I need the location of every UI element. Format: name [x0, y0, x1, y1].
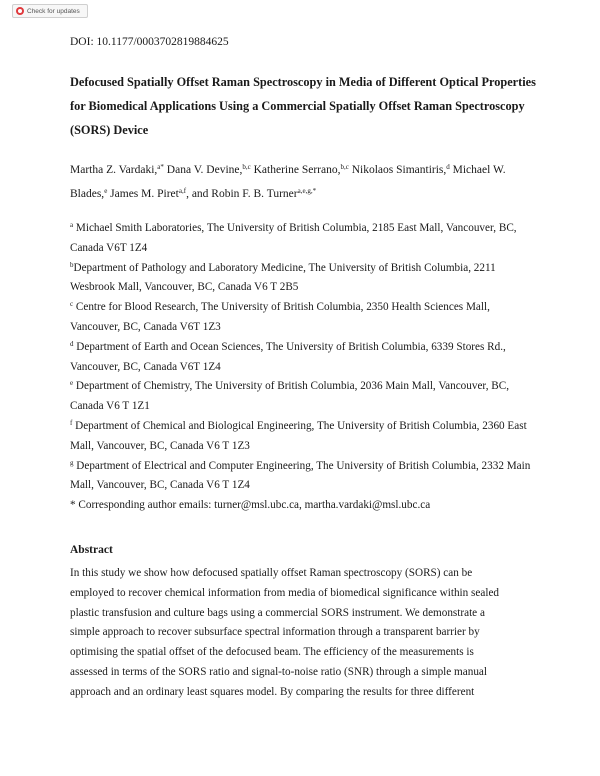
- check-for-updates-icon: [16, 7, 24, 15]
- abstract-line: approach and an ordinary least squares model. By comparing the results for three different: [70, 685, 475, 698]
- abstract-line: In this study we show how defocused spatially offset Raman spectroscopy (SORS) can be: [70, 567, 473, 579]
- abstract-heading: Abstract: [70, 544, 113, 556]
- affiliation: $^a$ Michael Smith Laboratories, The University of British Columbia, 2185 East Mall, Vancouver, BC, Canada V6T 1Z4: [70, 221, 517, 254]
- affiliation: $^e$ Department of Chemistry, The University of British Columbia, 2036 Main Mall, Vancouver, BC, Canada V6 T 1Z1: [70, 379, 510, 413]
- affiliations: [70, 219, 540, 516]
- abstract-line: simple approach to recover subsurface spectral information through a transparent barrier by: [70, 626, 480, 639]
- asterisk-icon: *: [312, 187, 317, 195]
- author-list: [70, 158, 540, 206]
- abstract-line: assessed in terms of the SORS ratio and signal-to-noise ratio (SNR) through a simple manual: [70, 665, 487, 678]
- author: Michael W. Blades,$^e$: [70, 164, 506, 200]
- abstract-line: optimising the spatial offset of the defocused beam. The efficiency of the measurements is: [70, 646, 474, 659]
- author: James M. Piret$^{a,f}$, and: [110, 187, 212, 200]
- author: Katherine Serrano,$^{b,c}$: [253, 163, 349, 176]
- affiliation: $^g$ Department of Electrical and Computer Engineering, The University of British Columbia, 2332 Main Mall, Vancouver, BC, Canada V6 T 1Z4: [70, 458, 531, 492]
- author: Nikolaos Simantiris,$^d$: [351, 163, 450, 176]
- affiliation: $^b$Department of Pathology and Laboratory Medicine, The University of British Columbia, 2211 Wesbrook Mall, Vancouver, BC, Canada V6 T 2B5: [70, 260, 496, 294]
- abstract-body: [70, 564, 540, 703]
- abstract-line: plastic transfusion and culture bags using a commercial SORS instrument. We demonstrate a: [70, 606, 485, 619]
- author: Martha Z. Vardaki,$^{a*}$: [70, 163, 164, 176]
- author: Robin F. B. Turner$^{a,e,g,*}$: [211, 187, 317, 200]
- affiliation: $^f$ Department of Chemical and Biological Engineering, The University of British Columbia, 2360 East Mall, Vancouver, BC, Canada V6 T 1Z3: [70, 418, 527, 452]
- badge-label: Check for updates: [27, 7, 80, 15]
- affiliation: $^c$ Centre for Blood Research, The University of British Columbia, 2350 Health Sciences Mall, Vancouver, BC, Canada V6T 1Z3: [70, 300, 490, 333]
- abstract-line: employed to recover chemical information from media of biomedical significance within sealed: [70, 586, 500, 599]
- check-for-updates-badge[interactable]: [12, 4, 88, 18]
- paper-title: Defocused Spatially Offset Raman Spectroscopy in Media of Different Optical Properties for Biomedical Applications Using a Commercial Spatially Offset Raman Spectroscopy (SORS) Device: [70, 75, 536, 137]
- affiliation: $^d$ Department of Earth and Ocean Sciences, The University of British Columbia, 6339 Stores Rd., Vancouver, BC, Canada V6T 1Z4: [70, 339, 506, 373]
- author: Dana V. Devine,$^{b,c}$: [166, 163, 251, 176]
- corresponding-author: * Corresponding author emails: turner@msl.ubc.ca, martha.vardaki@msl.ubc.ca: [70, 499, 431, 512]
- doi[interactable]: DOI: 10.1177/0003702819884625: [70, 36, 229, 48]
